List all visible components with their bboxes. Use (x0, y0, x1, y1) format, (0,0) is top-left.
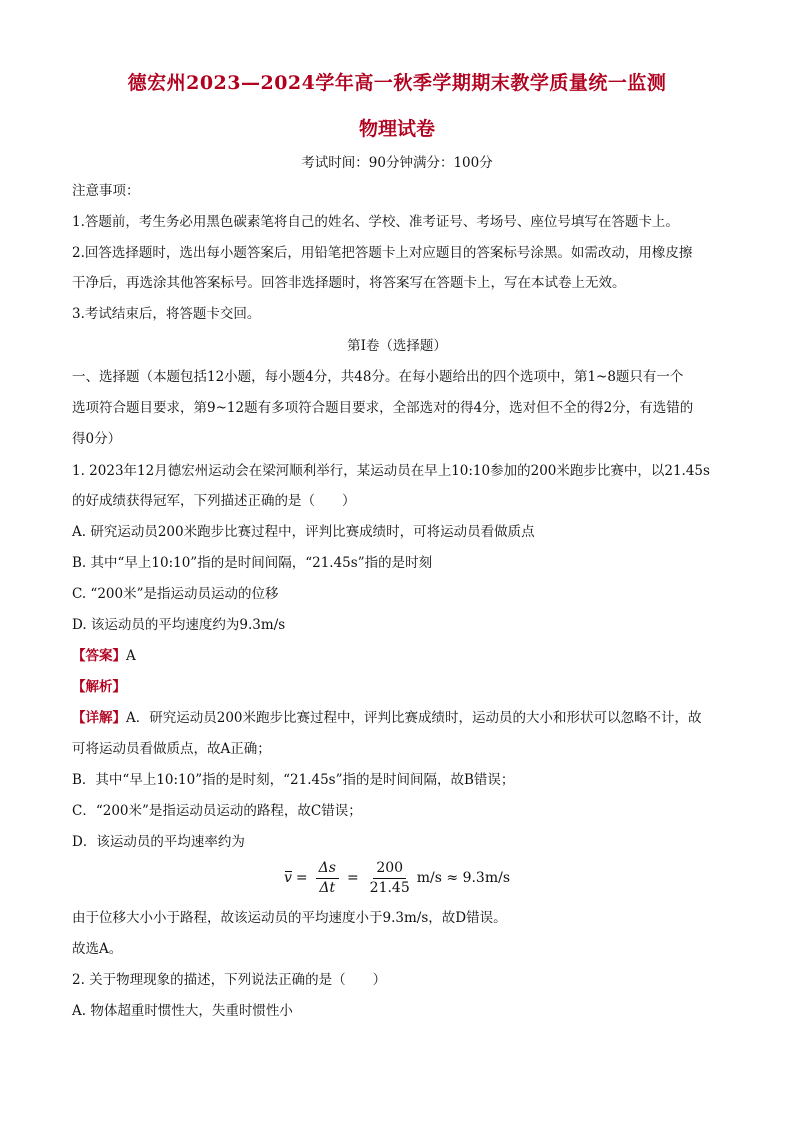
detail-text: A．研究运动员200米跑步比赛过程中，评判比赛成绩时，运动员的大小和形状可以忽略不计，故 (126, 710, 702, 726)
section-intro: 一、选择题（本题包括12小题，每小题4分，共48分。在每小题给出的四个选项中，第1~8题只有一个 (72, 369, 684, 385)
notice-item: 3.考试结束后，将答题卡交回。 (72, 306, 261, 322)
option-a: A. 物体超重时惯性大，失重时惯性小 (72, 1003, 293, 1019)
formula-fraction-1 (316, 860, 339, 897)
exam-title: 德宏州2023—2024学年高一秋季学期期末教学质量统一监测 (127, 72, 667, 94)
formula-fraction-2 (367, 860, 413, 897)
formula-num-2: 200 (373, 860, 406, 879)
question-stem: 的好成绩获得冠军，下列描述正确的是（ ） (72, 493, 356, 509)
detail-line (72, 709, 732, 727)
exam-time-info: 考试时间：90分钟满分：100分 (301, 155, 493, 171)
section-intro: 选项符合题目要求，第9~12题有多项符合题目要求，全部选对的得4分，选对但不全的得2分，有选错的 (72, 400, 694, 416)
option-c: C. “200米”是指运动员运动的位移 (72, 586, 279, 602)
formula-den-1: Δt (319, 879, 336, 896)
detail-text: C．“200米”是指运动员运动的路程，故C错误； (72, 803, 362, 819)
formula-unit: m/s ≈ 9.3m/s (416, 870, 511, 886)
section-title: 第Ⅰ卷（选择题） (347, 338, 447, 354)
detail-text: D．该运动员的平均速率约为 (72, 834, 245, 850)
option-a: A. 研究运动员200米跑步比赛过程中，评判比赛成绩时，可将运动员看做质点 (72, 524, 535, 540)
notice-item: 2.回答选择题时，选出每小题答案后，用铅笔把答题卡上对应题目的答案标号涂黑。如需改动，用橡皮擦 (72, 245, 693, 261)
question-stem: 2. 关于物理现象的描述，下列说法正确的是（ ） (72, 972, 387, 988)
exam-subtitle: 物理试卷 (358, 118, 435, 140)
analysis-line (72, 678, 732, 696)
notice-item: 1.答题前，考生务必用黑色碳素笔将自己的姓名、学校、准考证号、考场号、座位号填写在答题卡上。 (72, 214, 679, 230)
detail-text: 由于位移大小小于路程，故该运动员的平均速度小于9.3m/s，故D错误。 (72, 910, 507, 926)
detail-text: 可将运动员看做质点，故A正确； (72, 741, 271, 757)
detail-text: B．其中“早上10:10”指的是时刻，“21.45s”指的是时间间隔，故B错误； (72, 772, 515, 788)
formula-lhs: v (283, 870, 292, 886)
section-intro: 得0分） (72, 431, 122, 447)
option-d: D. 该运动员的平均速度约为9.3m/s (72, 617, 286, 633)
question-stem: 1. 2023年12月德宏州运动会在梁河顺利举行，某运动员在早上10:10参加的200米跑步比赛中，以21.45s (72, 463, 710, 479)
answer-tag: 【答案】 (72, 648, 126, 664)
notice-heading: 注意事项： (72, 183, 140, 199)
formula-num-1: Δs (316, 860, 339, 879)
answer-line (72, 647, 732, 665)
conclusion: 故选A。 (72, 941, 123, 957)
answer-value: A (126, 648, 136, 664)
option-b: B. 其中“早上10:10”指的是时间间隔，“21.45s”指的是时刻 (72, 555, 433, 571)
notice-item: 干净后，再选涂其他答案标号。回答非选择题时，将答案写在答题卡上，写在本试卷上无效。 (72, 275, 626, 291)
average-speed-formula: v = $\frac{\Delta s}{\Delta t}$ = $\frac{200}{21.45}$ m/s ≈ 9.3m/s (283, 859, 511, 896)
analysis-tag: 【解析】 (72, 679, 126, 695)
detail-tag: 【详解】 (72, 710, 126, 726)
formula-den-2: 21.45 (369, 879, 410, 896)
